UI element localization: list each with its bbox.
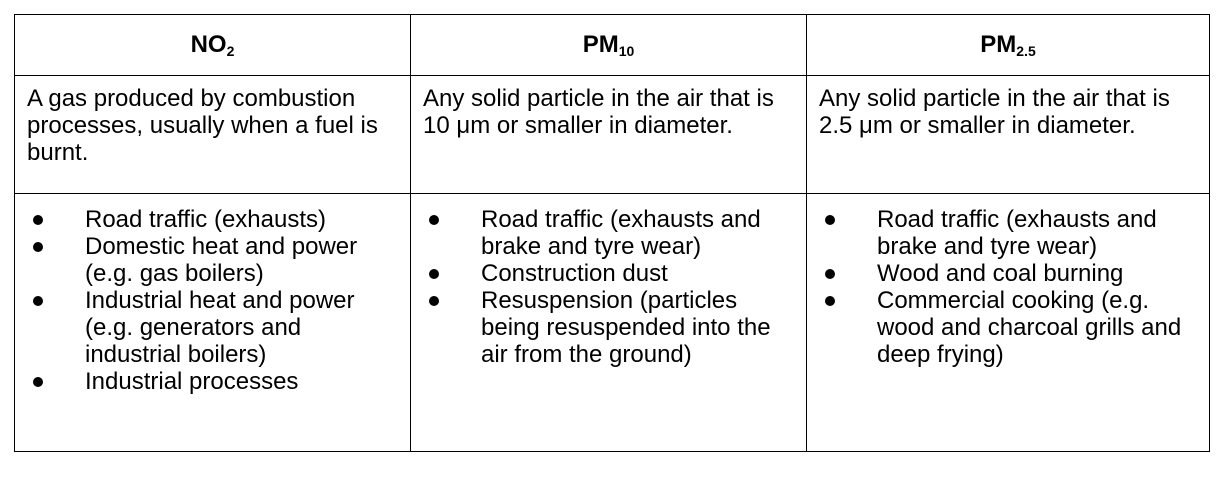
header-pm10-sub: 10 <box>618 43 635 59</box>
header-pm25 <box>807 15 1210 76</box>
list-item: Industrial processes <box>25 368 400 395</box>
list-item: Construction dust <box>421 260 796 287</box>
list-item: Road traffic (exhausts) <box>25 206 400 233</box>
pollutants-table <box>14 14 1210 452</box>
sources-pm25 <box>807 194 1210 452</box>
list-item: Road traffic (exhausts and brake and tyre wear) <box>817 206 1199 260</box>
header-pm10-main: PM <box>582 31 619 58</box>
sources-no2 <box>15 194 411 452</box>
list-item: Road traffic (exhausts and brake and tyre wear) <box>421 206 796 260</box>
header-no2-main: NO <box>190 31 227 58</box>
description-pm10: Any solid particle in the air that is 10 μm or smaller in diameter. <box>411 76 807 194</box>
header-row <box>15 15 1210 76</box>
header-pm25-sub: 2.5 <box>1016 43 1036 59</box>
sources-list-no2 <box>25 206 400 395</box>
sources-pm10 <box>411 194 807 452</box>
list-item: Commercial cooking (e.g. wood and charcoal grills and deep frying) <box>817 287 1199 368</box>
list-item: Domestic heat and power (e.g. gas boilers) <box>25 233 400 287</box>
description-pm25: Any solid particle in the air that is 2.5 μm or smaller in diameter. <box>807 76 1210 194</box>
header-no2-sub: 2 <box>226 43 235 59</box>
list-item: Wood and coal burning <box>817 260 1199 287</box>
list-item: Resuspension (particles being resuspended into the air from the ground) <box>421 287 796 368</box>
sources-list-pm10 <box>421 206 796 368</box>
list-item: Industrial heat and power (e.g. generators and industrial boilers) <box>25 287 400 368</box>
header-no2 <box>15 15 411 76</box>
sources-list-pm25 <box>817 206 1199 368</box>
description-no2: A gas produced by combustion processes, usually when a fuel is burnt. <box>15 76 411 194</box>
description-row <box>15 76 1210 194</box>
sources-row <box>15 194 1210 452</box>
header-pm10 <box>411 15 807 76</box>
header-pm25-main: PM <box>980 31 1017 58</box>
